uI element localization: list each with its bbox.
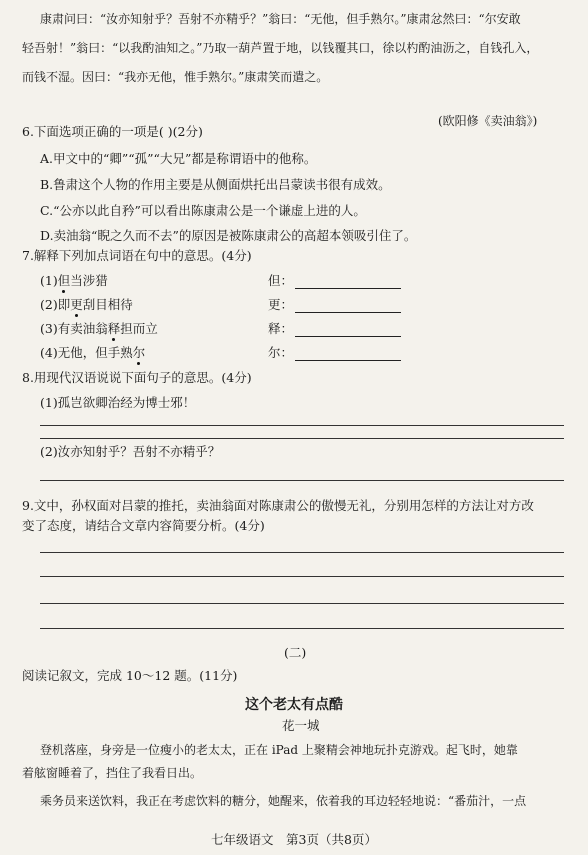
q7-item-1: (1)但当涉猎 [40,273,108,288]
dotted-word: 更 [70,297,83,312]
q7-answer-4[interactable]: 尔： [268,345,401,361]
answer-blank [295,276,401,289]
passage-line-3: 而钱不湿。因曰：“我亦无他，惟手熟尔。”康肃笑而遣之。 [22,70,329,84]
article-para1-line1: 登机落座，身旁是一位瘦小的老太太，正在 iPad 上聚精会神地玩扑克游戏。起飞时，她靠 [40,743,518,757]
answer-line[interactable] [40,576,564,577]
answer-blank [295,348,401,361]
answer-line[interactable] [40,438,564,439]
q8-sentence-2: (2)汝亦知射乎？吾射不亦精乎？ [40,444,221,459]
q6-option-d: D.卖油翁“睨之久而不去”的原因是被陈康肃公的高超本领吸引住了。 [40,228,417,243]
q8-stem: 8.用现代汉语说说下面句子的意思。(4分) [22,370,252,385]
article-title: 这个老太有点酷 [245,697,343,713]
passage-line-1: 康肃问曰：“汝亦知射乎？吾射不亦精乎？”翁曰：“无他，但手熟尔。”康肃忿然曰：“尔安敢 [40,12,521,26]
dotted-word: 但 [57,273,71,288]
passage-source: (欧阳修《卖油翁》) [438,114,538,128]
q7-answer-1[interactable]: 但： [268,273,401,289]
q7-item-4: (4)无他，但手熟尔 [40,345,146,360]
q6-option-a: A.甲文中的“卿”“孤”“大兄”都是称谓语中的他称。 [40,151,317,166]
answer-line[interactable] [40,480,564,481]
answer-blank [295,300,401,313]
answer-line[interactable] [40,425,564,426]
answer-line[interactable] [40,603,564,604]
q6-stem: 6.下面选项正确的一项是( )(2分) [22,124,203,139]
q9-line-1: 9.文中，孙权面对吕蒙的推托，卖油翁面对陈康肃公的傲慢无礼，分别用怎样的方法让对方改 [22,498,534,513]
page-footer: 七年级语文 第3页（共8页） [211,832,377,847]
article-para1-line2: 着舷窗睡着了，挡住了我看日出。 [22,766,203,780]
q9-line-2: 变了态度，请结合文章内容简要分析。(4分) [22,518,265,533]
answer-line[interactable] [40,552,564,553]
q6-option-c: C.“公亦以此自矜”可以看出陈康肃公是一个谦虚上进的人。 [40,203,366,218]
dotted-word: 释 [107,321,121,336]
q8-sentence-1: (1)孤岂欲卿治经为博士邪！ [40,395,196,410]
section-marker: (二) [284,645,307,660]
article-para2-line1: 乘务员来送饮料，我正在考虑饮料的糖分，她醒来，依着我的耳边轻轻地说：“番茄汁，一点 [40,794,527,808]
answer-blank [295,324,401,337]
q6-option-b: B.鲁肃这个人物的作用主要是从侧面烘托出吕蒙读书很有成效。 [40,177,391,192]
section-instruction: 阅读记叙文，完成 10～12 题。(11分) [22,668,238,683]
q7-answer-2[interactable]: 更： [268,297,401,313]
article-author: 花一城 [282,718,320,733]
q7-stem: 7.解释下列加点词语在句中的意思。(4分) [22,248,252,263]
q7-item-2: (2)即更刮目相待 [40,297,133,312]
dotted-word: 尔 [132,345,146,360]
answer-line[interactable] [40,628,564,629]
q7-item-3: (3)有卖油翁释担而立 [40,321,158,336]
q7-answer-3[interactable]: 释： [268,321,401,337]
passage-line-2: 轻吾射！”翁曰：“以我酌油知之。”乃取一葫芦置于地，以钱覆其口，徐以杓酌油沥之，自钱孔入， [22,41,539,55]
